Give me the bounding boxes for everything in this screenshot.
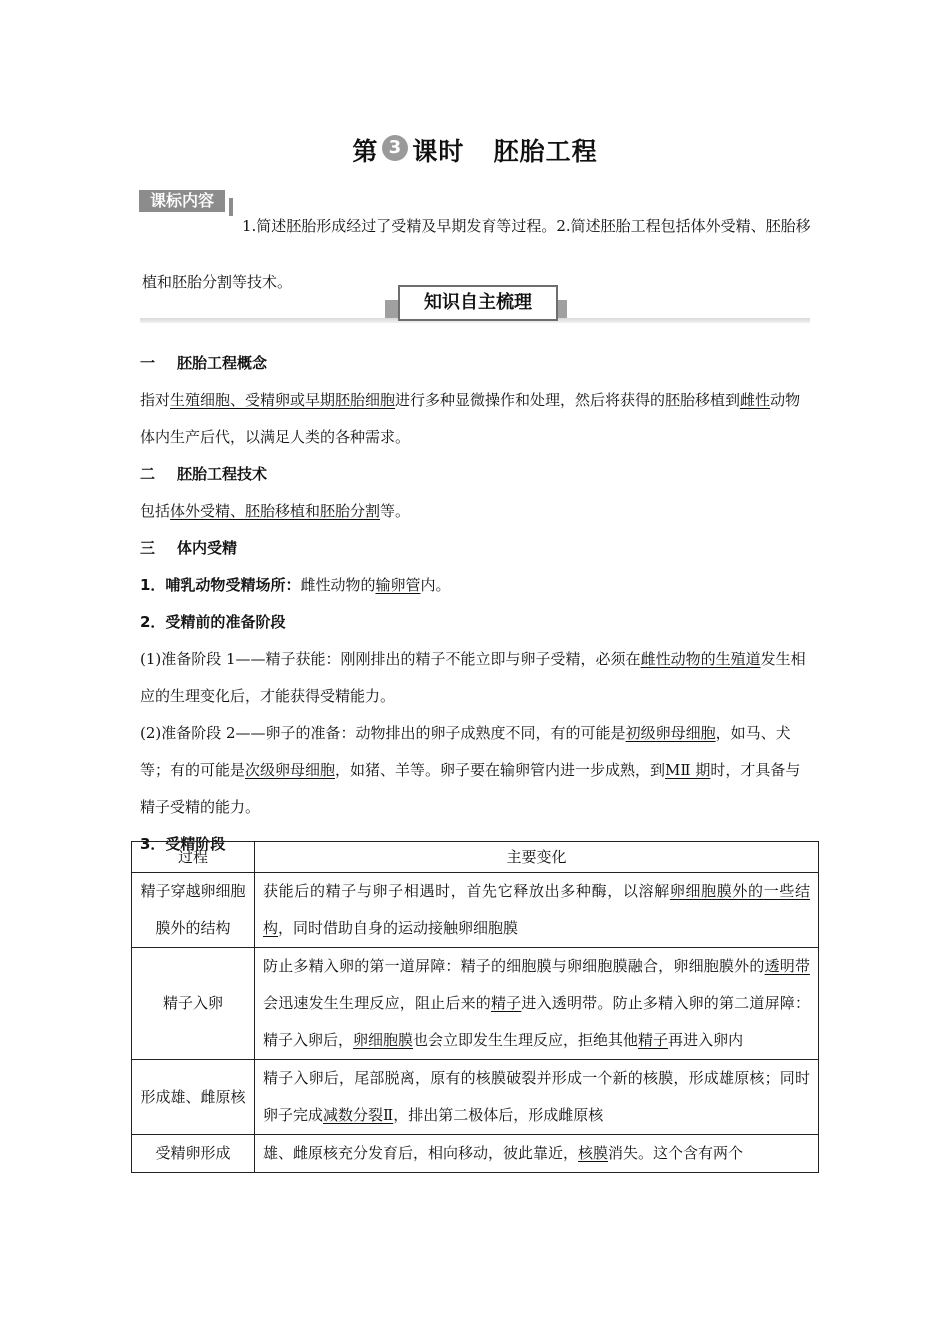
page-title [0, 132, 950, 168]
table-header-row [132, 842, 819, 873]
process-name: 形成雄、雌原核 [132, 1060, 255, 1135]
answer-blank: 雌性 [740, 391, 771, 409]
answer-blank: 体外受精、胚胎移植和胚胎分割 [170, 502, 381, 520]
table-row [132, 873, 819, 948]
process-change: 获能后的精子与卵子相遇时，首先它释放出多种酶，以溶解卵细胞膜外的一些结构，同时借助自身的运动接触卵细胞膜 [255, 873, 819, 948]
answer-blank: 次级卵母细胞 [245, 761, 336, 779]
curriculum-standard-text: 1.简述胚胎形成经过了受精及早期发育等过程。2.简述胚胎工程包括体外受精、胚胎移植和胚胎分割等技术。 [142, 217, 811, 291]
process-change: 防止多精入卵的第一道屏障：精子的细胞膜与卵细胞膜融合，卵细胞膜外的透明带会迅速发生生理反应，阻止后来的精子进入透明带。防止多精入卵的第二道屏障：精子入卵后，卵细胞膜也会立即发生生理反应，拒绝其他精子再进入卵内 [255, 948, 819, 1060]
process-name: 受精卵形成 [132, 1135, 255, 1173]
item-2-heading: 2．受精前的准备阶段 [140, 613, 286, 631]
answer-blank: 卵细胞膜外的一些结构 [263, 882, 810, 937]
process-name: 精子穿越卵细胞膜外的结构 [132, 873, 255, 948]
answer-blank: 精子 [490, 994, 522, 1012]
title-suffix: 课时 [412, 137, 465, 166]
fertilization-table [131, 841, 819, 1173]
section-1-paragraph: 指对生殖细胞、受精卵或早期胚胎细胞进行多种显微操作和处理，然后将获得的胚胎移植到雌性动物体内生产后代，以满足人类的各种需求。 [140, 391, 801, 446]
banner-left-tab [385, 300, 399, 318]
answer-blank: 卵细胞膜 [353, 1031, 414, 1049]
process-change: 精子入卵后，尾部脱离，原有的核膜破裂并形成一个新的核膜，形成雄原核；同时卵子完成减数分裂Ⅱ，排出第二极体后，形成雌原核 [255, 1060, 819, 1135]
section-heading-2: 二 胚胎工程技术 [140, 465, 268, 483]
answer-blank: 减数分裂Ⅱ [323, 1106, 394, 1124]
section-2-paragraph: 包括体外受精、胚胎移植和胚胎分割等。 [140, 502, 411, 520]
answer-blank: 核膜 [578, 1144, 609, 1162]
table-header: 主要变化 [255, 842, 819, 873]
process-change: 雄、雌原核充分发育后，相向移动，彼此靠近，核膜消失。这个含有两个 [255, 1135, 819, 1173]
answer-blank: 精子 [638, 1031, 669, 1049]
item-2-stage-2: (2)准备阶段 2——卵子的准备：动物排出的卵子成熟度不同，有的可能是初级卵母细胞，如马、犬等；有的可能是次级卵母细胞，如猪、羊等。卵子要在输卵管内进一步成熟，到MⅡ 期时，才具备与精子受精的能力。 [140, 724, 801, 816]
lesson-number-badge: 3 [382, 135, 408, 161]
table-row [132, 1060, 819, 1135]
answer-blank: 生殖细胞、受精卵或早期胚胎细胞 [170, 391, 396, 409]
item-3-heading: 3．受精阶段 [140, 835, 226, 853]
table-header: 过程 [132, 842, 255, 873]
item-1: 1．哺乳动物受精场所：雌性动物的输卵管内。 [140, 576, 451, 594]
answer-blank: 输卵管 [375, 576, 421, 594]
table-row [132, 1135, 819, 1173]
answer-blank: 初级卵母细胞 [625, 724, 716, 742]
section-heading-1: 一 胚胎工程概念 [140, 354, 268, 372]
item-2-stage-1: (1)准备阶段 1——精子获能：刚刚排出的精子不能立即与卵子受精，必须在雌性动物的生殖道发生相应的生理变化后，才能获得受精能力。 [140, 650, 806, 705]
title-name: 胚胎工程 [493, 137, 598, 166]
answer-blank: MⅡ 期 [665, 761, 711, 779]
main-content [140, 345, 812, 863]
answer-blank: 透明带 [764, 957, 810, 975]
process-name: 精子入卵 [132, 948, 255, 1060]
title-prefix: 第 [352, 137, 379, 166]
curriculum-standard-tag: 课标内容 [139, 190, 225, 212]
section-banner: 知识自主梳理 [398, 285, 558, 321]
answer-blank: 雌性动物的生殖道 [640, 650, 761, 668]
section-heading-3: 三 体内受精 [140, 539, 238, 557]
table-row [132, 948, 819, 1060]
